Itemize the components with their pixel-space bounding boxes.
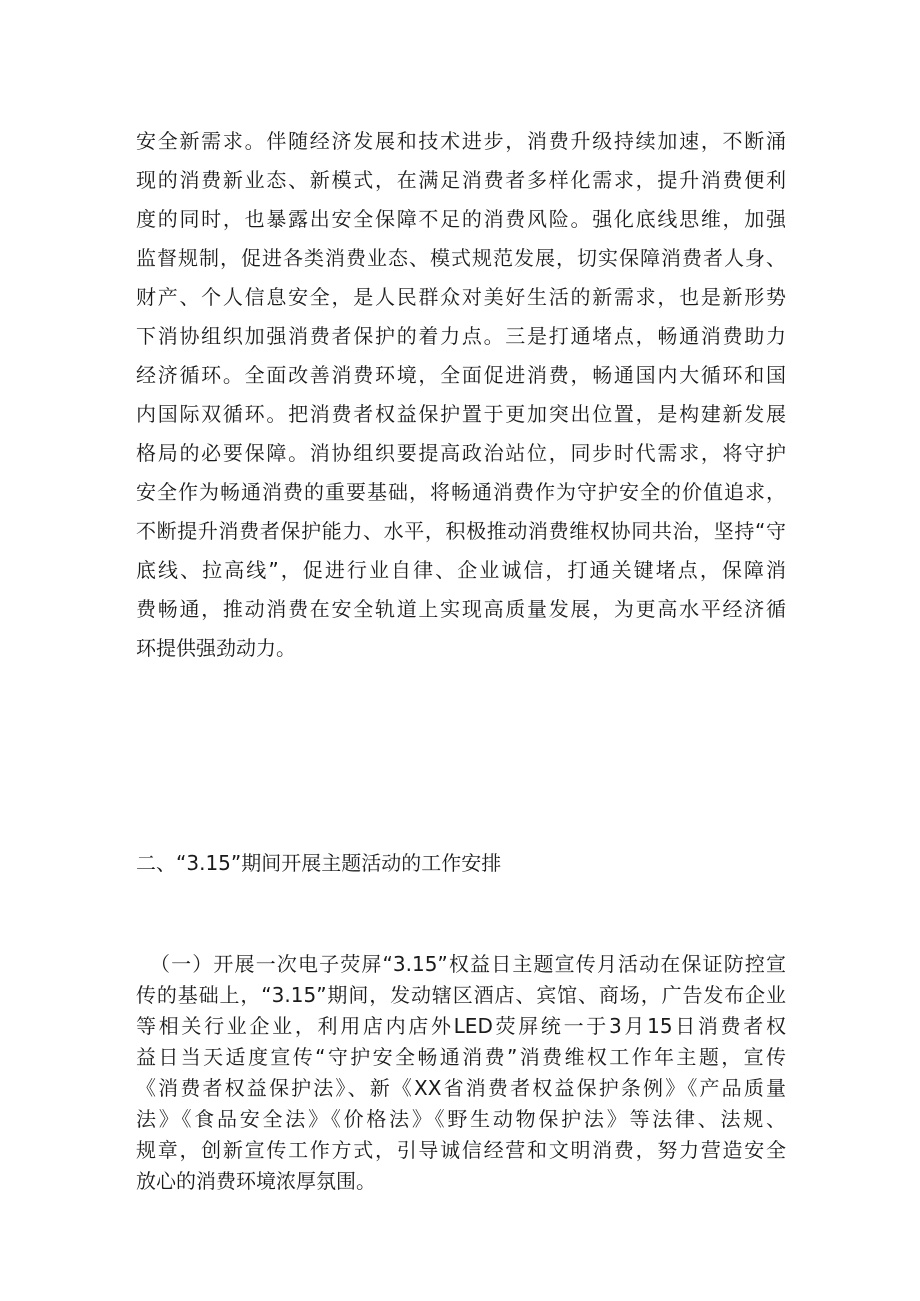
- paragraph-line: 经济循环。全面改善消费环境，全面促进消费，畅通国内大循环和国: [136, 363, 786, 387]
- body-paragraph-2: [136, 949, 786, 1197]
- paragraph-line: 下消协组织加强消费者保护的着力点。三是打通堵点，畅通消费助力: [136, 324, 786, 348]
- body-paragraph-1: [136, 122, 786, 668]
- paragraph-line: 费畅通，推动消费在安全轨道上实现高质量发展，为更高水平经济循: [136, 597, 786, 621]
- paragraph-line: 传的基础上，“3.15”期间，发动辖区酒店、宾馆、商场，广告发布企业: [136, 983, 786, 1007]
- paragraph-line: 安全作为畅通消费的重要基础，将畅通消费作为守护安全的价值追求，: [136, 480, 786, 504]
- paragraph-line: 安全新需求。伴随经济发展和技术进步，消费升级持续加速，不断涌: [136, 129, 786, 153]
- paragraph-line: 环提供强劲动力。: [136, 636, 296, 660]
- paragraph-line: 度的同时，也暴露出安全保障不足的消费风险。强化底线思维，加强: [136, 207, 786, 231]
- paragraph-line: （一）开展一次电子荧屏“3.15”权益日主题宣传月活动在保证防控宣: [150, 952, 786, 976]
- paragraph-line: 内国际双循环。把消费者权益保护置于更加突出位置，是构建新发展: [136, 402, 786, 426]
- paragraph-line: 监督规制，促进各类消费业态、模式规范发展，切实保障消费者人身、: [136, 246, 786, 270]
- paragraph-line: 现的消费新业态、新模式，在满足消费者多样化需求，提升消费便利: [136, 168, 786, 192]
- paragraph-line: 财产、个人信息安全，是人民群众对美好生活的新需求，也是新形势: [136, 285, 786, 309]
- paragraph-line: 益日当天适度宣传“守护安全畅通消费”消费维权工作年主题，宣传: [136, 1045, 786, 1069]
- paragraph-line: 放心的消费环境浓厚氛围。: [136, 1169, 376, 1193]
- paragraph-line: 不断提升消费者保护能力、水平，积极推动消费维权协同共治，坚持“守: [136, 519, 786, 543]
- paragraph-line: 规章，创新宣传工作方式，引导诚信经营和文明消费，努力营造安全: [136, 1138, 786, 1162]
- paragraph-line: 《消费者权益保护法》、新《XX省消费者权益保护条例》《产品质量: [136, 1076, 786, 1100]
- paragraph-line: 底线、拉高线”，促进行业自律、企业诚信，打通关键堵点，保障消: [136, 558, 786, 582]
- paragraph-line: 等相关行业企业，利用店内店外LED荧屏统一于3月15日消费者权: [136, 1014, 786, 1038]
- paragraph-line: 法》《食品安全法》《价格法》《野生动物保护法》等法律、法规、: [136, 1107, 786, 1131]
- section-heading: 二、“3.15”期间开展主题活动的工作安排: [136, 851, 502, 875]
- paragraph-line: 格局的必要保障。消协组织要提高政治站位，同步时代需求，将守护: [136, 441, 786, 465]
